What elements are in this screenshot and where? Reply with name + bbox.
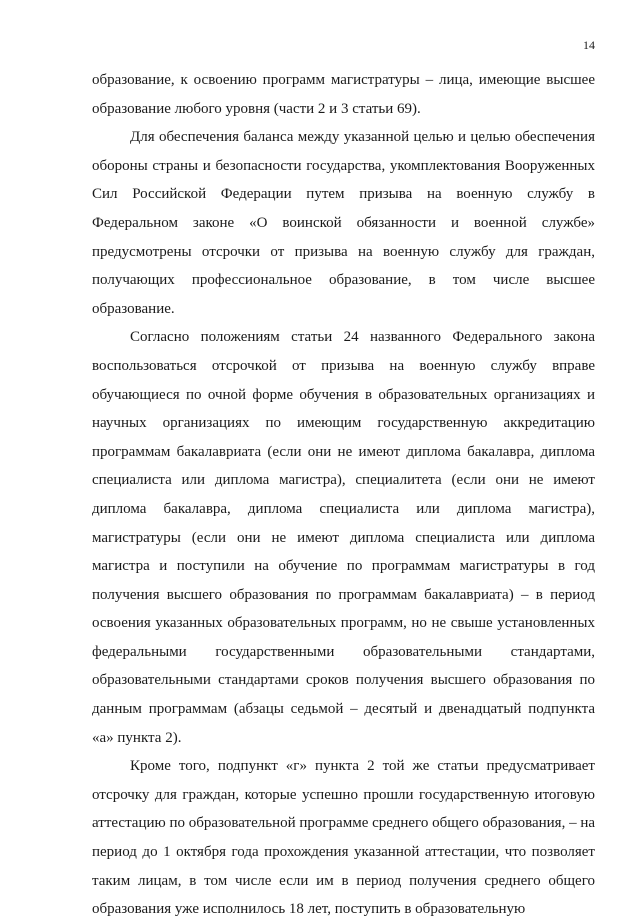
document-body — [92, 66, 595, 924]
paragraph-defense-balance: Для обеспечения баланса между указанной целью и целью обеспечения обороны страны и безопасности государства, укомплектования Вооруженных Сил Российской Федерации путем призыва на военную службу в Федеральном законе «О воинской обязанности и военной службе» предусмотрены отсрочки от призыва на военную службу для граждан, получающих профессиональное образование, в том числе высшее образование. — [92, 129, 595, 317]
paragraph-continuation: образование, к освоению программ магистратуры – лица, имеющие высшее образование любого уровня (части 2 и 3 статьи 69). — [92, 72, 595, 117]
paragraph-subpoint-g: Кроме того, подпункт «г» пункта 2 той же статьи предусматривает отсрочку для граждан, которые успешно прошли государственную итоговую аттестацию по образовательной программе среднего общего образования, – на период до 1 октября года прохождения указанной аттестации, что позволяет таким лицам, в том числе если им в период получения среднего общего образования уже исполнилось 18 лет, поступить в образовательную — [92, 758, 595, 918]
page-number: 14 — [583, 38, 595, 52]
paragraph-article-24: Согласно положениям статьи 24 названного Федерального закона воспользоваться отсрочкой от призыва на военную службу вправе обучающиеся по очной форме обучения в образовательных организациях и научных организациях по имеющим государственную аккредитацию программам бакалавриата (если они не имеют диплома бакалавра, диплома специалиста или диплома магистра), специалитета (если они не имеют диплома бакалавра, диплома специалиста или диплома магистра), магистратуры (если они не имеют диплома специалиста или диплома магистра и поступили на обучение по программам магистратуры в год получения высшего образования по программам бакалавриата) – в период освоения указанных образовательных программ, но не свыше установленных федеральными государственными образовательными стандартами, образовательными стандартами сроков получения высшего образования по данным программам (абзацы седьмой – десятый и двенадцатый подпункта «а» пункта 2). — [92, 329, 595, 746]
